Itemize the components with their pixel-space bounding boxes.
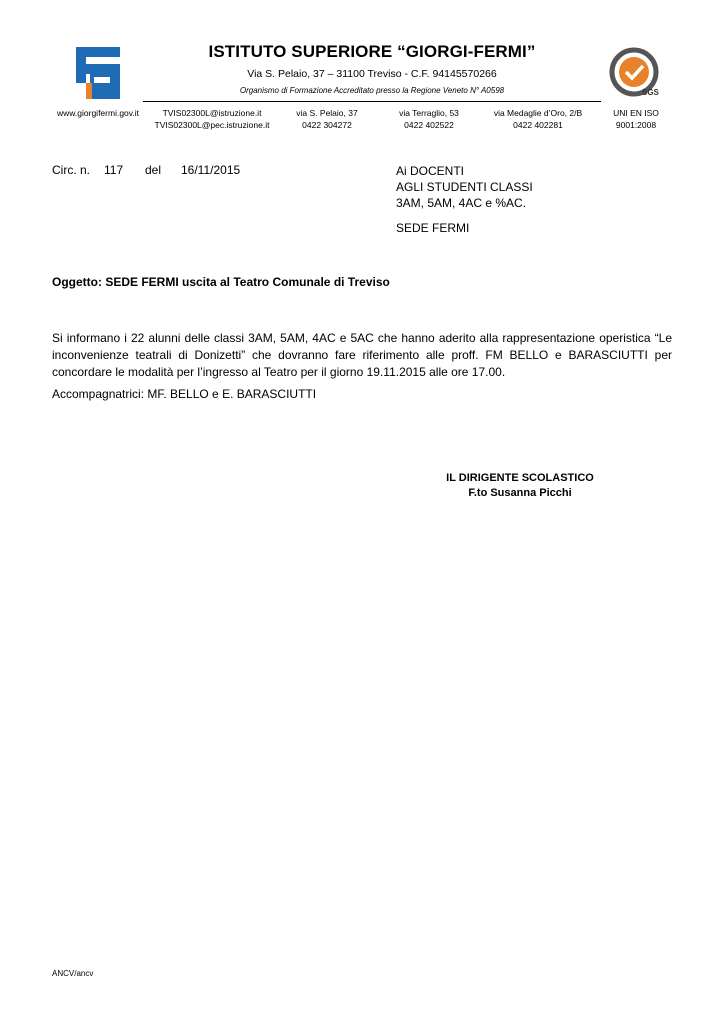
email-pec[interactable]: TVIS02300L@pec.istruzione.it [154,120,270,130]
school-title: ISTITUTO SUPERIORE “GIORGI-FERMI” [208,42,536,61]
recipient-line: 3AM, 5AM, 4AC e %AC. [396,196,527,210]
circ-date: 16/11/2015 [181,163,241,177]
sede-street: via S. Pelaio, 37 [296,108,358,118]
signature-block [430,471,610,501]
accompagnatrici-line: Accompagnatrici: MF. BELLO e E. BARASCIUTTI [52,387,317,401]
sede-phone: 0422 304272 [302,120,352,130]
recipients-block [396,163,533,236]
signature-name: F.to Susanna Picchi [468,487,572,499]
signature-role: IL DIRIGENTE SCOLASTICO [446,472,594,484]
sede-street: via Medaglie d’Oro, 2/B [493,108,583,118]
website-link[interactable]: www.giorgifermi.gov.it [56,108,140,118]
subject-line: Oggetto: SEDE FERMI uscita al Teatro Comunale di Treviso [52,275,390,289]
sede-phone: 0422 402522 [404,120,454,130]
iso-certification [606,107,666,131]
recipient-line: SEDE FERMI [396,221,470,235]
header-divider [143,101,601,102]
school-logo [76,47,120,99]
sgs-label: SGS [642,88,659,97]
accreditation-note: Organismo di Formazione Accreditato presso la Regione Veneto N° A0598 [239,86,505,95]
circ-label: Circ. n. [52,163,91,177]
circ-number: 117 [104,163,124,177]
iso-line: 9001:2008 [615,120,657,130]
circ-del-label: del [145,163,162,177]
sede-phone: 0422 402281 [513,120,563,130]
sede-terraglio [390,107,468,131]
sede-street: via Terraglio, 53 [399,108,459,118]
iso-line: UNI EN ISO [613,108,659,118]
body-paragraph: Si informano i 22 alunni delle classi 3AM, 5AM, 4AC e 5AC che hanno aderito alla rappresentazione operistica “Le inconvenienze teatrali di Donizetti” che dovranno fare riferimento alle proff. FM BELLO e BARASCIUTTI per concordare le modalità per l’ingresso al Teatro per il giorno 19.11.2015 alle ore 17.00. [52,331,672,379]
email-block [150,107,274,131]
sede-pelaio [293,107,361,131]
footer-initials: ANCV/ancv [52,969,94,978]
school-address: Via S. Pelaio, 37 – 31100 Treviso - C.F. 94145570266 [247,68,497,80]
recipient-line: AGLI STUDENTI CLASSI [396,180,533,194]
sede-medaglie [488,107,588,131]
recipient-line: Ai DOCENTI [396,164,465,178]
email-istruzione[interactable]: TVIS02300L@istruzione.it [162,108,262,118]
sgs-certification-badge [609,47,659,97]
